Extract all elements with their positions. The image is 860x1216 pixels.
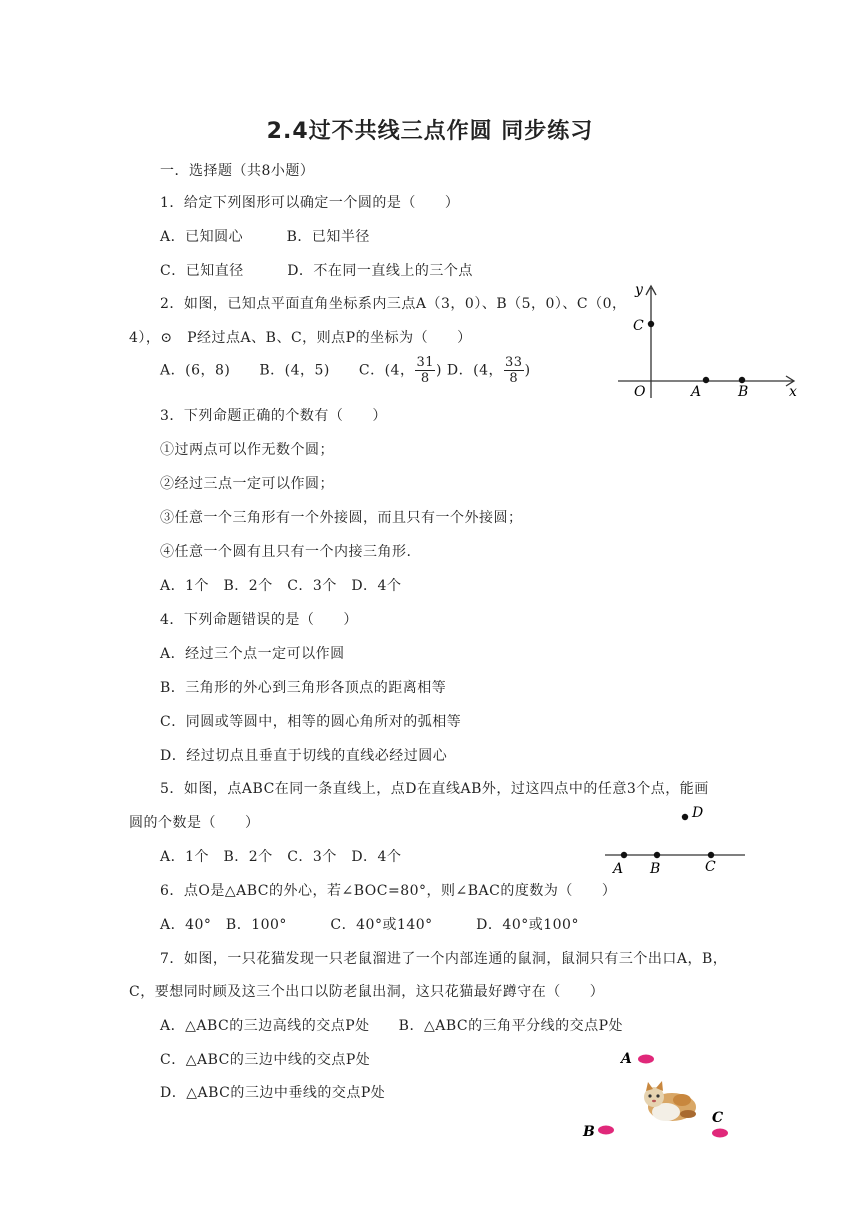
point-b-label: B xyxy=(650,861,661,877)
question-5-stem-line-1: 5．如图，点ABC在同一条直线上，点D在直线AB外，过这四点中的任意3个点，能画 xyxy=(160,781,709,797)
x-axis-label: x xyxy=(789,384,797,400)
question-2-options-ab: A．(6，8) B．(4，5) C．(4， xyxy=(160,362,415,379)
question-7-option-d: D．△ABC的三边中垂线的交点P处 xyxy=(160,1085,386,1101)
y-axis-label: y xyxy=(635,282,643,298)
question-4-option-a: A．经过三个点一定可以作圆 xyxy=(160,646,345,662)
question-1-stem: 1．给定下列图形可以确定一个圆的是（ ） xyxy=(160,195,460,211)
option-d-fraction xyxy=(504,355,524,386)
question-7-option-c: C．△ABC的三边中线的交点P处 xyxy=(160,1052,371,1068)
option-c-denominator: 8 xyxy=(420,371,430,386)
coordinate-figure xyxy=(615,280,810,405)
question-4-option-c: C．同圆或等圆中，相等的圆心角所对的弧相等 xyxy=(160,714,462,730)
cat-mouse-holes-figure xyxy=(578,1042,738,1152)
hole-b-label: B xyxy=(583,1124,595,1140)
option-d-numerator: 33 xyxy=(505,355,523,370)
point-c-label: C xyxy=(633,318,644,334)
question-5-stem-line-2: 圆的个数是（ ） xyxy=(129,815,260,831)
hole-a xyxy=(638,1055,654,1064)
point-d xyxy=(682,814,688,820)
option-d-denominator: 8 xyxy=(509,371,519,386)
option-c-numerator: 31 xyxy=(416,355,435,370)
question-4-stem: 4．下列命题错误的是（ ） xyxy=(160,612,358,628)
page-title: 2.4过不共线三点作圆 同步练习 xyxy=(266,119,594,144)
question-3-statement-3: ③任意一个三角形有一个外接圆，而且只有一个外接圆； xyxy=(160,510,523,526)
question-6-stem: 6．点O是△ABC的外心，若∠BOC=80°，则∠BAC的度数为（ ） xyxy=(160,883,617,899)
point-a xyxy=(621,852,627,858)
point-b xyxy=(739,377,745,383)
question-6-options: A．40° B．100° C．40°或140° D．40°或100° xyxy=(160,917,579,933)
point-a xyxy=(703,377,709,383)
point-c xyxy=(648,321,654,327)
hole-c-label: C xyxy=(712,1110,724,1126)
point-a-label: A xyxy=(613,861,624,877)
hole-c xyxy=(712,1129,728,1138)
point-a-label: A xyxy=(691,384,702,400)
question-4-option-b: B．三角形的外心到三角形各顶点的距离相等 xyxy=(160,680,447,696)
question-2-option-close: ) xyxy=(524,362,531,379)
question-2-option-d-prefix: ) D．(4， xyxy=(436,362,504,379)
question-7-stem-line-2: C，要想同时顾及这三个出口以防老鼠出洞，这只花猫最好蹲守在（ ） xyxy=(129,984,605,1000)
question-3-stem: 3．下列命题正确的个数有（ ） xyxy=(160,408,387,424)
question-5-options: A．1个 B．2个 C．3个 D．4个 xyxy=(160,849,402,865)
question-3-statement-1: ①过两点可以作无数个圆； xyxy=(160,442,334,458)
question-7-options-ab: A．△ABC的三边高线的交点P处 B．△ABC的三角平分线的交点P处 xyxy=(160,1018,624,1034)
point-c xyxy=(708,852,714,858)
question-3-statement-4: ④任意一个圆有且只有一个内接三角形. xyxy=(160,544,412,560)
question-2-options xyxy=(160,355,531,386)
section-heading: 一．选择题（共8小题） xyxy=(160,163,315,179)
question-1-options-cd: C．已知直径 D．不在同一直线上的三个点 xyxy=(160,263,473,279)
question-3-statement-2: ②经过三点一定可以作圆； xyxy=(160,476,334,492)
question-2-stem-line-1: 2．如图，已知点平面直角坐标系内三点A（3，0）、B（5，0）、C（0， xyxy=(160,296,627,312)
question-4-option-d: D．经过切点且垂直于切线的直线必经过圆心 xyxy=(160,748,448,764)
question-7-stem-line-1: 7．如图，一只花猫发现一只老鼠溜进了一个内部连通的鼠洞，鼠洞只有三个出口A，B， xyxy=(160,951,728,967)
point-d-label: D xyxy=(692,805,704,821)
question-2-stem-line-2: 4），⊙ P经过点A、B、C，则点P的坐标为（ ） xyxy=(129,330,472,346)
point-b xyxy=(654,852,660,858)
point-c-label: C xyxy=(705,859,716,875)
option-c-fraction xyxy=(415,355,435,386)
point-b-label: B xyxy=(738,384,749,400)
question-1-options-ab: A．已知圆心 B．已知半径 xyxy=(160,229,370,245)
hole-b xyxy=(598,1126,614,1135)
hole-a-label: A xyxy=(621,1051,632,1067)
collinear-points-figure xyxy=(600,800,750,880)
origin-label: O xyxy=(634,384,646,400)
cat-illustration xyxy=(644,1081,696,1121)
question-3-options: A．1个 B．2个 C．3个 D．4个 xyxy=(160,578,402,594)
